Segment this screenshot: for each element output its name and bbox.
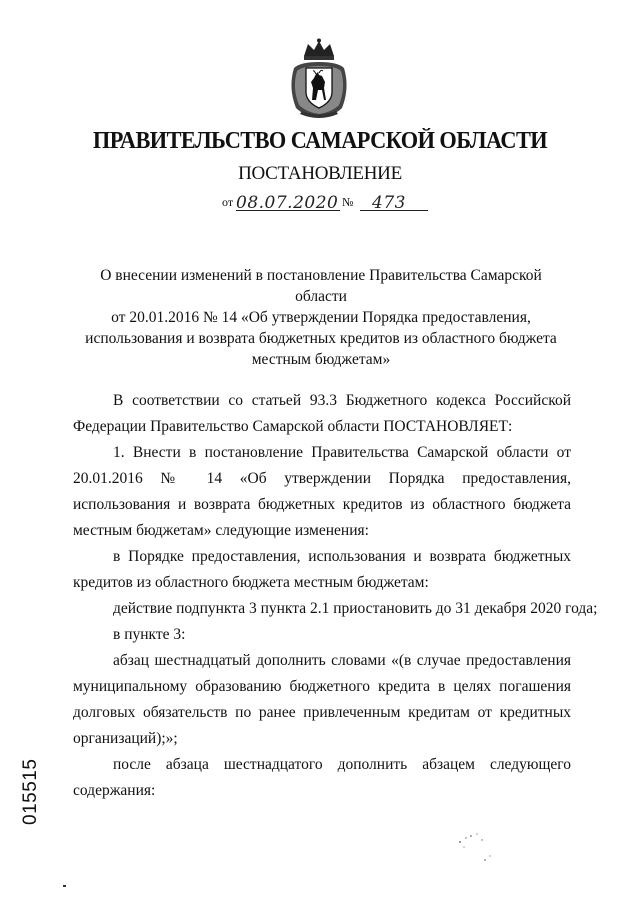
body-line: в пункте 3: (113, 626, 186, 643)
decree-date: 08.07.2020 (236, 193, 339, 213)
decree-type-heading: ПОСТАНОВЛЕНИЕ (238, 163, 402, 184)
body-line: муниципальному образованию бюджетного кредита в целях погашения (73, 678, 571, 695)
body-line: В соответствии со статьей 93.3 Бюджетного кодекса Российской (113, 392, 571, 409)
subject-line: от 20.01.2016 № 14 «Об утверждении Порядка предоставления, (111, 309, 531, 326)
number-prefix: № (342, 195, 354, 209)
body-line: абзац шестнадцатый дополнить словами «(в случае предоставления (113, 652, 571, 669)
body-line: организаций);»; (73, 730, 178, 747)
decree-number: 473 (372, 193, 406, 213)
subject-line: О внесении изменений в постановление Правительства Самарской области (100, 267, 542, 305)
subject-line: местным бюджетам» (251, 351, 391, 368)
serial-number: 015515 (20, 758, 41, 825)
body-line: действие подпункта 3 пункта 2.1 приостановить до 31 декабря 2020 года; (113, 600, 598, 617)
scan-dot-decoration (63, 885, 66, 887)
samara-coat-of-arms-icon (286, 38, 352, 120)
decree-subject (80, 265, 562, 370)
body-line: в Порядке предоставления, использования и возврата бюджетных (113, 548, 571, 565)
scan-specks-decoration (440, 820, 510, 870)
government-title: ПРАВИТЕЛЬСТВО САМАРСКОЙ ОБЛАСТИ (92, 128, 548, 154)
body-line: использования и возврата бюджетных кредитов из областного бюджета (73, 496, 571, 513)
body-line: 20.01.2016 № 14 «Об утверждении Порядка предоставления, (73, 470, 571, 487)
subject-line: использования и возврата бюджетных кредитов из областного бюджета (85, 330, 557, 347)
body-line: местным бюджетам» следующие изменения: (73, 522, 369, 539)
body-line: Федерации Правительство Самарской области ПОСТАНОВЛЯЕТ: (73, 418, 513, 435)
date-number-line (222, 191, 452, 215)
body-line: после абзаца шестнадцатого дополнить абзацем следующего (113, 756, 571, 773)
body-line: долговых обязательств по ранее привлеченным кредитам от кредитных (73, 704, 571, 721)
body-line: 1. Внести в постановление Правительства Самарской области от (113, 444, 571, 461)
date-prefix: от (222, 195, 234, 209)
body-line: кредитов из областного бюджета местным бюджетам: (73, 574, 429, 591)
body-line: содержания: (73, 782, 156, 799)
